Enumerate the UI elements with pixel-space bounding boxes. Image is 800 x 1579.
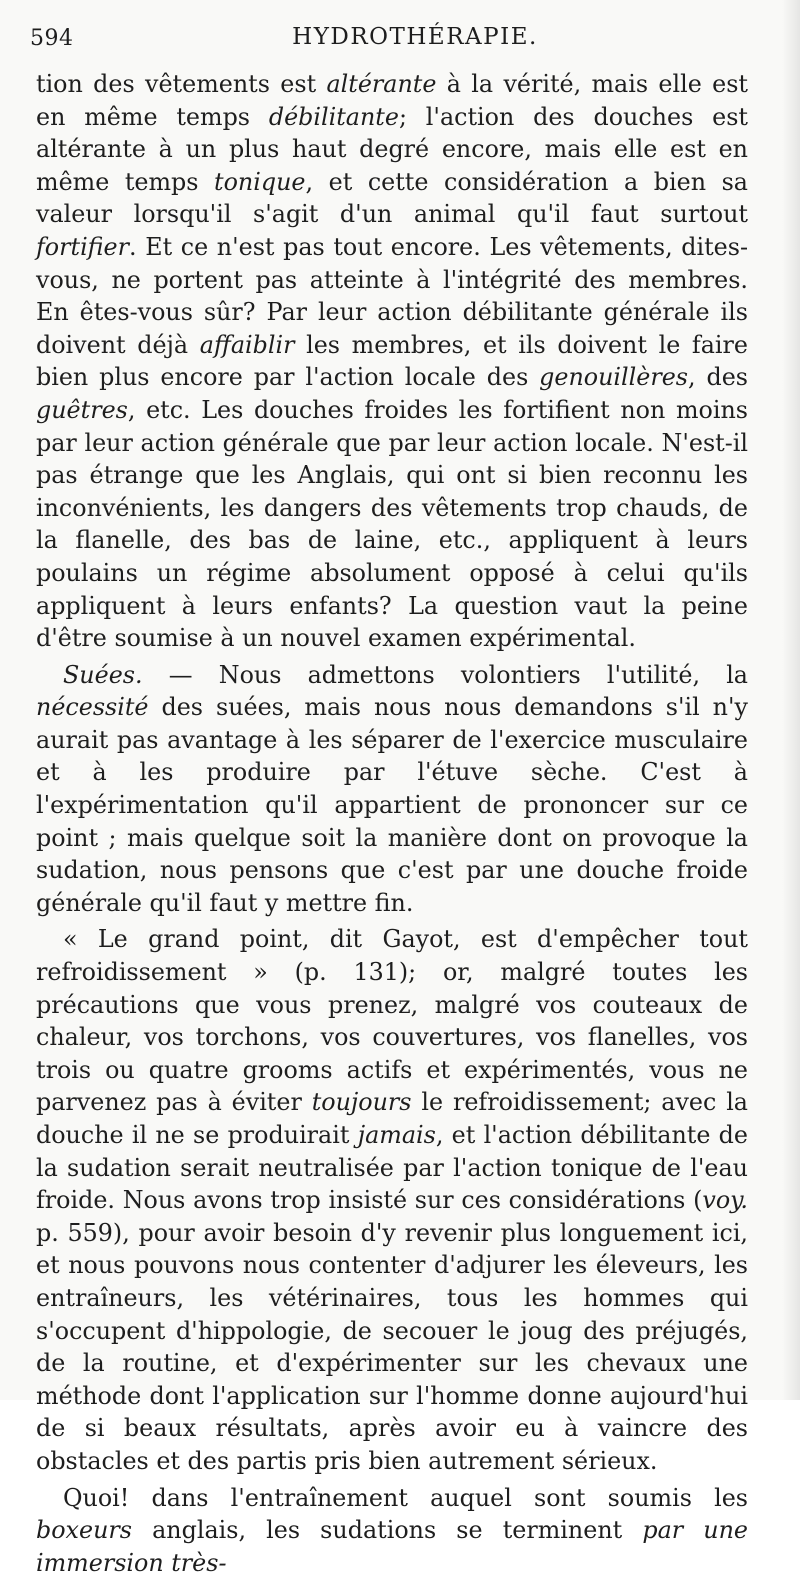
text-span: les membres, et ils doivent le faire bien plus encore par l'action locale des — [36, 330, 748, 392]
running-title: HYDROTHÉRAPIE. — [292, 24, 538, 50]
italic-text-span: boxeurs — [36, 1516, 132, 1545]
text-span: , et l'action débilitante de la sudation serait neutralisée par l'action tonique de l'eau froide. Nous avons trop insisté sur ces considérations ( — [36, 1121, 748, 1215]
italic-text-span: jamais — [357, 1121, 436, 1149]
italic-text-span: tonique — [214, 167, 306, 196]
italic-text-span: débilitante — [268, 102, 399, 131]
italic-text-span: altérante — [326, 70, 437, 98]
text-span: p. 559), pour avoir besoin d'y revenir plus longuement ici, et nous pouvons nous contenter d'adjurer les éleveurs, les entraîneurs, les vétérinaires, tous les hommes qui s'occupent d'hippologie, de secouer le joug des préjugés, de la routine, et d'expérimenter sur les chevaux une méthode dont l'application sur l'homme donne aujourd'hui de si beaux résultats, après avoir eu à vaincre des obstacles et des partis pris bien autrement sérieux. — [36, 1218, 748, 1475]
italic-text-span: voy. — [702, 1186, 748, 1215]
italic-text-span: affaiblir — [199, 330, 295, 359]
italic-text-span: Suées. — [63, 660, 143, 689]
italic-text-span: nécessité — [36, 693, 149, 722]
text-span: ; l'action des douches est altérante à un plus haut degré encore, mais elle est en même temps — [36, 102, 748, 196]
text-span: anglais, les sudations se terminent — [131, 1516, 643, 1545]
running-head — [30, 22, 760, 58]
text-span: , des — [688, 363, 748, 392]
italic-text-span: guêtres — [36, 395, 128, 424]
italic-text-span: toujours — [311, 1088, 412, 1117]
text-span: « Le grand point, dit Gayot, est d'empêcher tout refroidissement » (p. 131); or, malgré toutes les précautions que vous prenez, malgré vos couteaux de chaleur, vos torchons, vos couvertures, vos flanelles, vos trois ou quatre grooms actifs et expérimentés, vous ne parvenez pas à éviter — [36, 925, 748, 1117]
text-span: — Nous admettons volontiers l'utilité, la — [142, 660, 748, 689]
text-span: tion des vêtements est — [36, 70, 327, 98]
paragraph-clothing-effects — [36, 68, 748, 655]
paragraph-gayot-quote — [36, 923, 748, 1477]
italic-text-span: fortifier — [36, 232, 130, 261]
text-span: Quoi! dans l'entraînement auquel sont soumis les — [63, 1483, 748, 1512]
text-span: , et cette considération a bien sa valeur lorsqu'il s'agit d'un animal qu'il faut surtout — [36, 167, 748, 229]
text-span: , etc. Les douches froides les fortifient non moins par leur action générale que par leur action locale. N'est-il pas étrange que les Anglais, qui ont si bien reconnu les inconvénients, les dangers des vêtements trop chauds, de la flanelle, des bas de laine, etc., appliquent à leurs poulains un régime absolument opposé à celui qu'ils appliquent à leurs enfants? La question vaut la peine d'être soumise à un nouvel examen expérimental. — [36, 395, 748, 653]
page-number: 594 — [30, 26, 74, 51]
text-span: des suées, mais nous nous demandons s'il n'y aurait pas avantage à les séparer de l'exercice musculaire et à les produire par l'étuve sèche. C'est à l'expérimentation qu'il appartient de prononcer sur ce point ; mais quelque soit la manière dont on provoque la sudation, nous pensons que c'est par une douche froide générale qu'il faut y mettre fin. — [36, 693, 748, 917]
text-span: le refroidissement; avec la douche il ne se produirait — [36, 1088, 748, 1149]
body-text — [36, 68, 748, 1579]
paragraph-boxeurs — [36, 1482, 748, 1579]
italic-text-span: genouillères — [539, 363, 689, 392]
text-span: à la vérité, mais elle est en même temps — [36, 70, 748, 131]
text-span: . Et ce n'est pas tout encore. Les vêtements, dites-vous, ne portent pas atteinte à l'intégrité des membres. En êtes-vous sûr? Par leur action débilitante générale ils doivent déjà — [36, 232, 748, 359]
paragraph-suees — [36, 659, 748, 920]
italic-text-span: par une immersion très- — [36, 1516, 748, 1577]
